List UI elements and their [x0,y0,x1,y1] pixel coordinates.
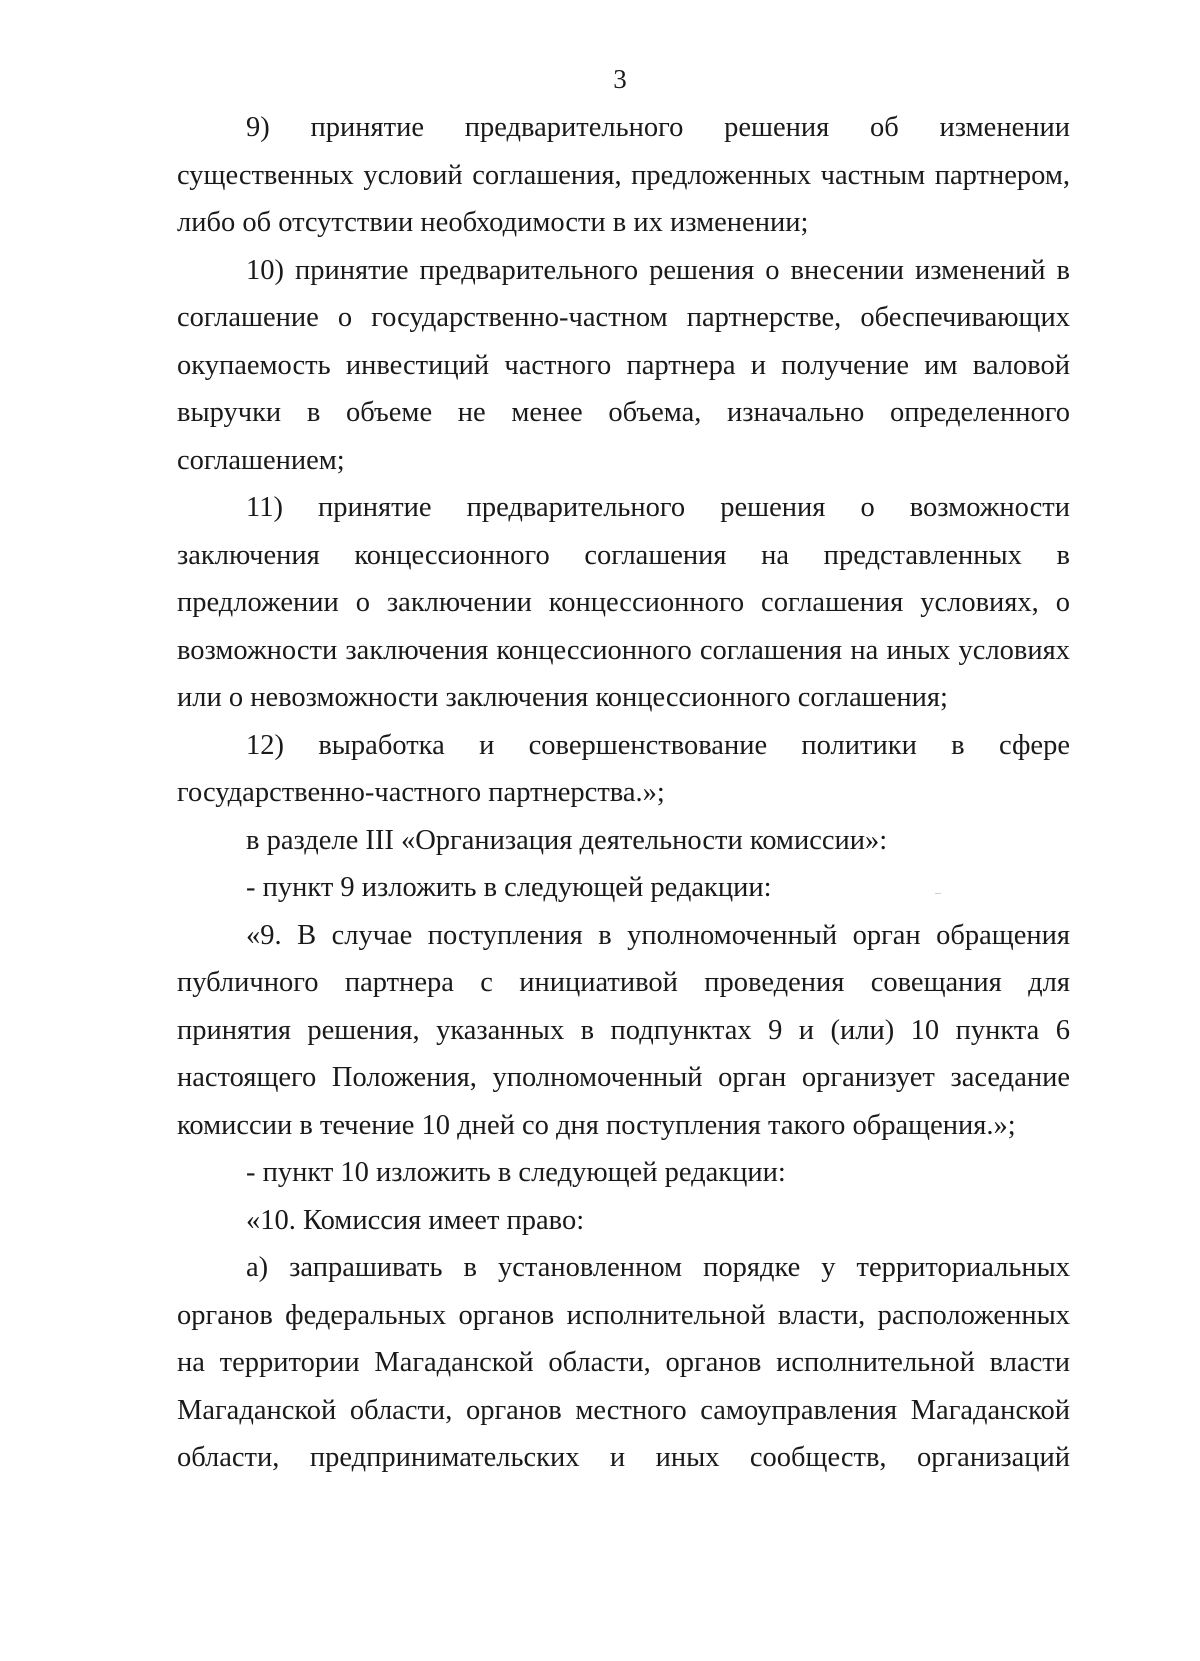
paragraph-point-10-heading: «10. Комиссия имеет право: [246,1204,585,1236]
scan-speck [935,893,941,894]
paragraph-section-3: в разделе III «Организация деятельности комиссии»: [246,824,888,856]
paragraph-point-9-text: «9. В случае поступления в уполномоченный орган обращения публичного партнера с инициативой проведения совещания для принятия решения, указанных в подпунктах 9 и (или) 10 пункта 6 настоящего Положения, уполномоченный орган организует заседание комиссии в течение 10 дней со дня поступления такого обращения.»; [177,919,1070,1141]
paragraph-item-12: 12) выработка и совершенствование политики в сфере государственно-частного партнерства.»; [177,729,1070,808]
page-number: 3 [613,64,627,94]
paragraph-point-10-intro: - пункт 10 изложить в следующей редакции: [246,1157,786,1188]
paragraph-item-11: 11) принятие предварительного решения о возможности заключения концессионного соглашения на представленных в предложении о заключении концессионного соглашения условиях, о возможности заключения концессионного соглашения на иных условиях или о невозможности заключения концессионного соглашения; [177,492,1070,713]
paragraph-point-10-a: а) запрашивать в установленном порядке у территориальных органов федеральных органов исполнительной власти, расположенных на территории Магаданской области, органов исполнительной власти Магаданской области, органов местного самоуправления Магаданской области, предпринимательских и иных сообществ, организаций [177,1252,1070,1473]
paragraph-item-10: 10) принятие предварительного решения о внесении изменений в соглашение о государственно-частном партнерстве, обеспечивающих окупаемость инвестиций частного партнера и получение им валовой выручки в объеме не менее объема, изначально определенного соглашением; [177,254,1070,476]
paragraph-item-9: 9) принятие предварительного решения об изменении существенных условий соглашения, предложенных частным партнером, либо об отсутствии необходимости в их изменении; [177,112,1070,238]
paragraph-point-9-intro: - пункт 9 изложить в следующей редакции: [246,872,772,903]
document-body [177,104,1070,1482]
